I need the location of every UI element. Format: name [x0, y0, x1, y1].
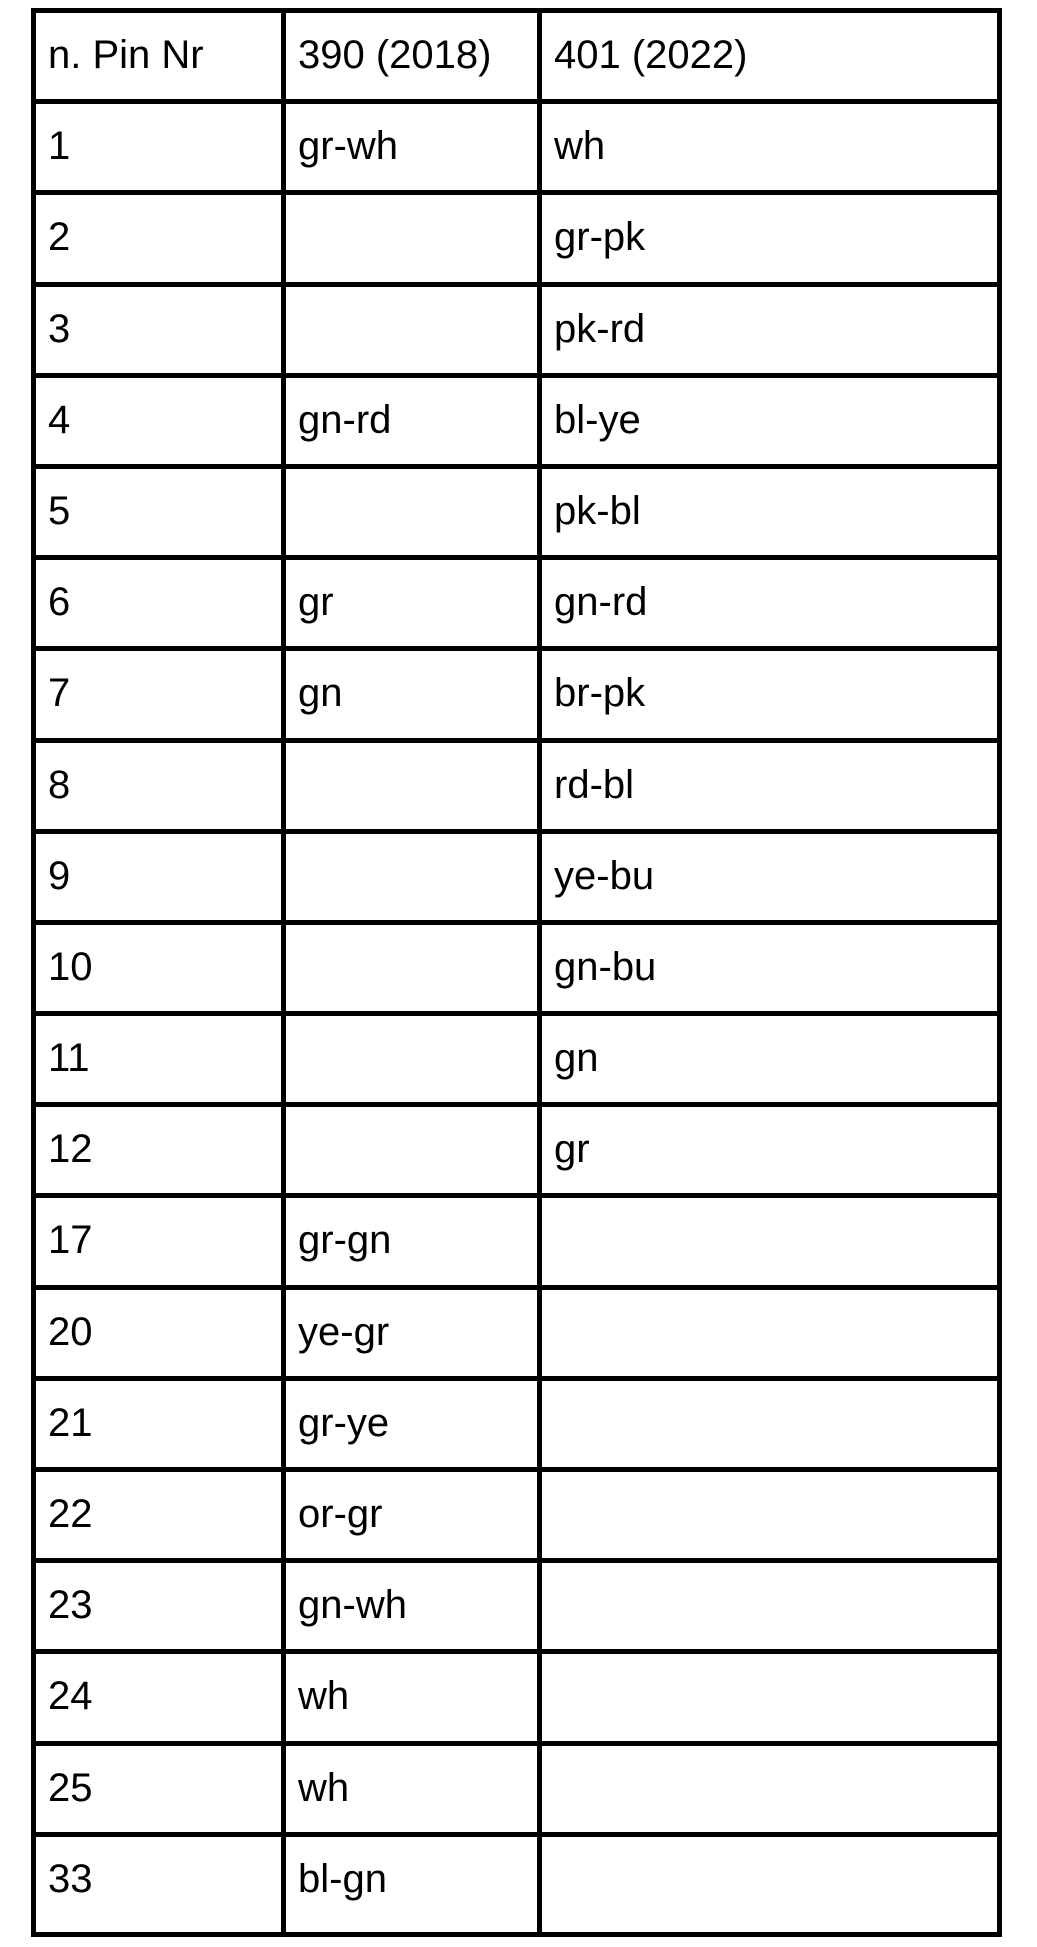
- cell-390-2018: gn: [284, 649, 540, 740]
- cell-401-2022: [540, 1470, 1000, 1561]
- table-row: [34, 1287, 1000, 1378]
- cell-401-2022: rd-bl: [540, 740, 1000, 831]
- cell-401-2022: br-pk: [540, 649, 1000, 740]
- cell-pin-nr: 7: [34, 649, 284, 740]
- cell-390-2018: ye-gr: [284, 1287, 540, 1378]
- header-pin-nr: n. Pin Nr: [34, 11, 284, 102]
- cell-390-2018: [284, 740, 540, 831]
- cell-pin-nr: 17: [34, 1196, 284, 1287]
- cell-pin-nr: 23: [34, 1561, 284, 1652]
- cell-pin-nr: 20: [34, 1287, 284, 1378]
- cell-pin-nr: 25: [34, 1743, 284, 1834]
- table-row: [34, 1196, 1000, 1287]
- cell-pin-nr: 21: [34, 1378, 284, 1469]
- cell-390-2018: [284, 466, 540, 557]
- cell-390-2018: gr-ye: [284, 1378, 540, 1469]
- table-row: [34, 193, 1000, 284]
- table-row: [34, 1652, 1000, 1743]
- cell-pin-nr: 12: [34, 1105, 284, 1196]
- cell-401-2022: wh: [540, 102, 1000, 193]
- cell-pin-nr: 24: [34, 1652, 284, 1743]
- cell-pin-nr: 5: [34, 466, 284, 557]
- table-body: [34, 11, 1000, 1935]
- cell-401-2022: bl-ye: [540, 375, 1000, 466]
- table-row: [34, 1105, 1000, 1196]
- table-row: [34, 1470, 1000, 1561]
- cell-390-2018: [284, 1014, 540, 1105]
- cell-401-2022: [540, 1743, 1000, 1834]
- cell-401-2022: gn: [540, 1014, 1000, 1105]
- cell-401-2022: gn-rd: [540, 558, 1000, 649]
- table-row: [34, 1834, 1000, 1934]
- table-row: [34, 649, 1000, 740]
- table-row: [34, 1561, 1000, 1652]
- header-390-2018: 390 (2018): [284, 11, 540, 102]
- cell-390-2018: gr-gn: [284, 1196, 540, 1287]
- cell-401-2022: [540, 1287, 1000, 1378]
- cell-pin-nr: 22: [34, 1470, 284, 1561]
- table-row: [34, 558, 1000, 649]
- table-row: [34, 922, 1000, 1013]
- cell-401-2022: gr: [540, 1105, 1000, 1196]
- cell-401-2022: [540, 1196, 1000, 1287]
- cell-401-2022: [540, 1561, 1000, 1652]
- pin-wiring-table: [31, 8, 1002, 1937]
- table-row: [34, 1378, 1000, 1469]
- cell-pin-nr: 2: [34, 193, 284, 284]
- table-row: [34, 1743, 1000, 1834]
- cell-401-2022: [540, 1652, 1000, 1743]
- cell-401-2022: ye-bu: [540, 831, 1000, 922]
- cell-390-2018: [284, 922, 540, 1013]
- cell-390-2018: [284, 193, 540, 284]
- cell-401-2022: pk-bl: [540, 466, 1000, 557]
- cell-pin-nr: 11: [34, 1014, 284, 1105]
- cell-pin-nr: 9: [34, 831, 284, 922]
- cell-pin-nr: 8: [34, 740, 284, 831]
- cell-390-2018: gn-rd: [284, 375, 540, 466]
- cell-401-2022: [540, 1834, 1000, 1934]
- cell-pin-nr: 4: [34, 375, 284, 466]
- cell-390-2018: [284, 284, 540, 375]
- cell-pin-nr: 6: [34, 558, 284, 649]
- table-row: [34, 1014, 1000, 1105]
- cell-390-2018: bl-gn: [284, 1834, 540, 1934]
- cell-390-2018: gn-wh: [284, 1561, 540, 1652]
- table-header-row: [34, 11, 1000, 102]
- cell-390-2018: [284, 831, 540, 922]
- cell-401-2022: gr-pk: [540, 193, 1000, 284]
- table-row: [34, 375, 1000, 466]
- header-401-2022: 401 (2022): [540, 11, 1000, 102]
- cell-390-2018: gr: [284, 558, 540, 649]
- table-row: [34, 102, 1000, 193]
- cell-401-2022: gn-bu: [540, 922, 1000, 1013]
- cell-390-2018: wh: [284, 1652, 540, 1743]
- table-row: [34, 740, 1000, 831]
- cell-pin-nr: 33: [34, 1834, 284, 1934]
- cell-pin-nr: 10: [34, 922, 284, 1013]
- cell-390-2018: gr-wh: [284, 102, 540, 193]
- cell-401-2022: [540, 1378, 1000, 1469]
- cell-pin-nr: 3: [34, 284, 284, 375]
- table-row: [34, 466, 1000, 557]
- cell-390-2018: wh: [284, 1743, 540, 1834]
- table-row: [34, 831, 1000, 922]
- cell-390-2018: or-gr: [284, 1470, 540, 1561]
- cell-401-2022: pk-rd: [540, 284, 1000, 375]
- cell-pin-nr: 1: [34, 102, 284, 193]
- cell-390-2018: [284, 1105, 540, 1196]
- table-row: [34, 284, 1000, 375]
